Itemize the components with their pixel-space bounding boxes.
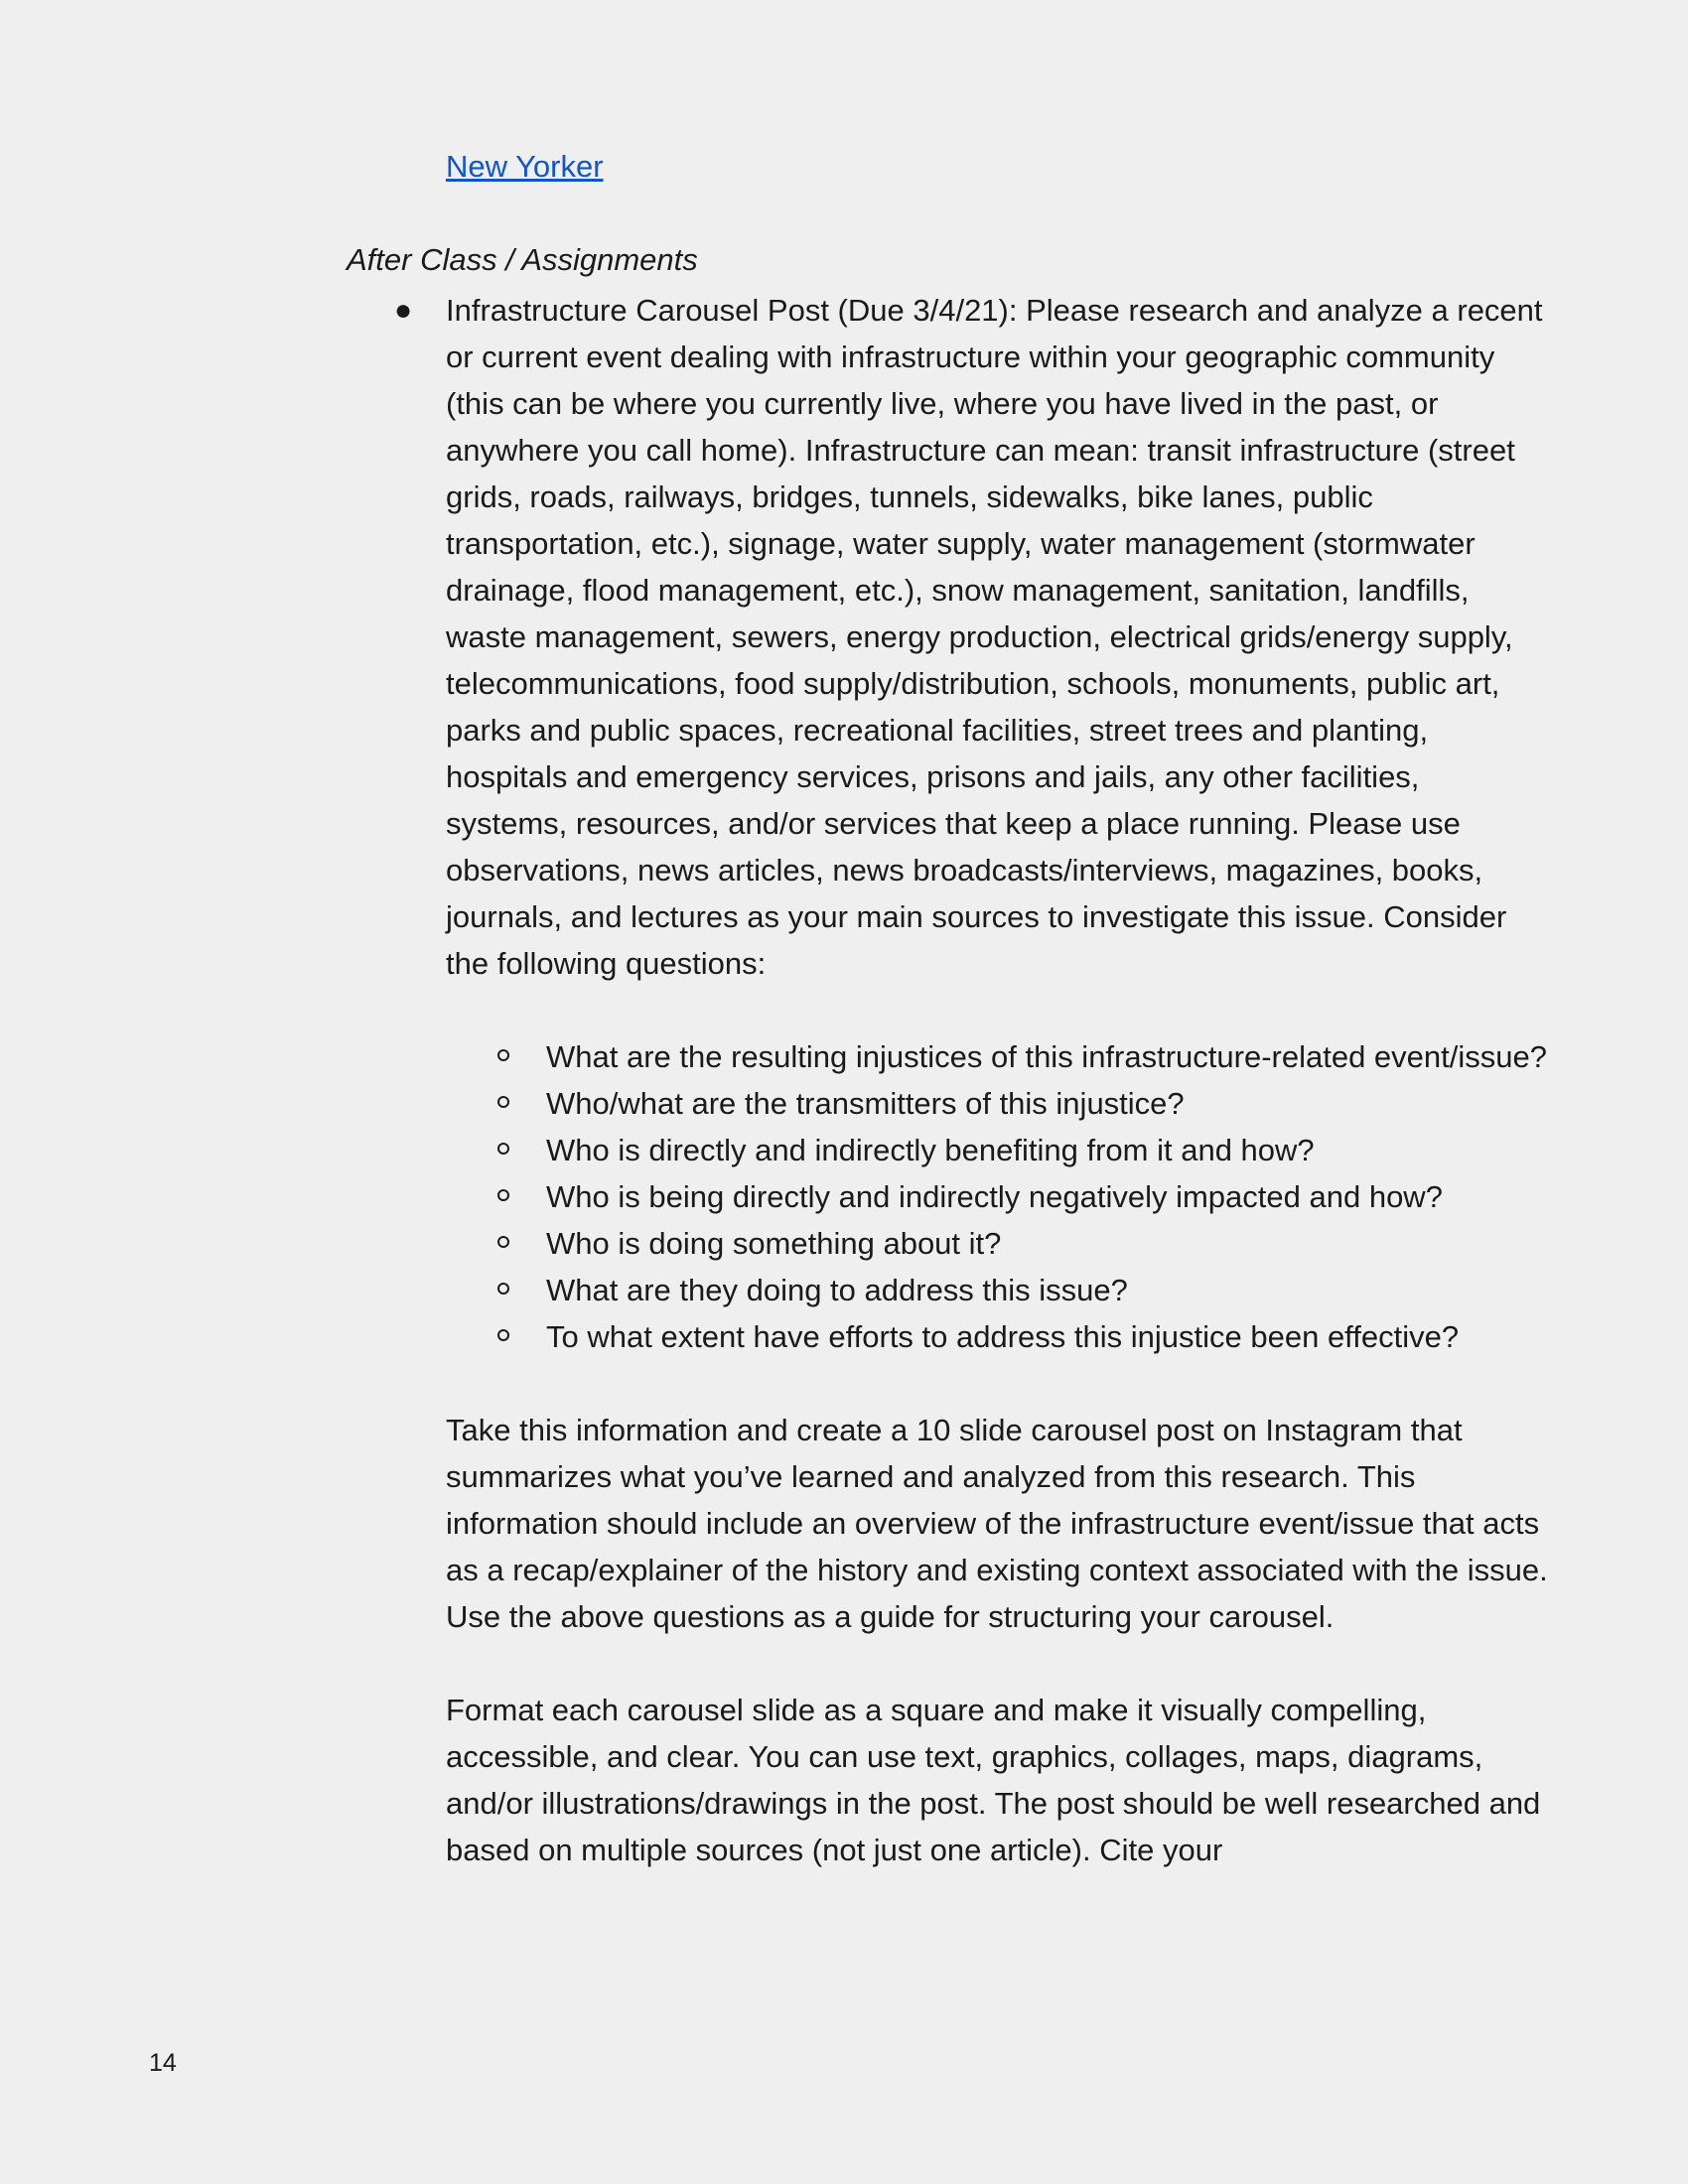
question-item (546, 1267, 1548, 1313)
new-yorker-link[interactable]: New Yorker (446, 149, 604, 184)
question-item (546, 1080, 1548, 1127)
page-number: 14 (149, 2049, 177, 2077)
hollow-circle-bullet-icon (497, 1283, 509, 1295)
question-text: Who/what are the transmitters of this injustice? (546, 1086, 1185, 1121)
carousel-instructions-paragraph: Take this information and create a 10 slide carousel post on Instagram that summarizes what you’ve learned and analyzed from this research. This information should include an overview of the infrastructure event/issue that acts as a recap/explainer of the history and existing context associated with the issue. Use the above questions as a guide for structuring your carousel. (446, 1413, 1548, 1634)
spacer (446, 987, 1548, 1033)
question-list (446, 1033, 1548, 1360)
question-text: What are the resulting injustices of this infrastructure-related event/issue? (546, 1039, 1547, 1074)
question-text: To what extent have efforts to address this injustice been effective? (546, 1319, 1460, 1354)
spacer (446, 1360, 1548, 1407)
hollow-circle-bullet-icon (497, 1049, 509, 1061)
question-text: Who is being directly and indirectly negatively impacted and how? (546, 1179, 1443, 1214)
assignment-intro: Infrastructure Carousel Post (Due 3/4/21): Please research and analyze a recent or current event dealing with infrastructure within your geographic community (this can be where you currently live, where you have lived in the past, or anywhere you call home). Infrastructure can mean: transit infrastructure (street grids, roads, railways, bridges, tunnels, sidewalks, bike lanes, public transportation, etc.), signage, water supply, water management (stormwater drainage, flood management, etc.), snow management, sanitation, landfills, waste management, sewers, energy production, electrical grids/energy supply, telecommunications, food supply/distribution, schools, monuments, public art, parks and public spaces, recreational facilities, street trees and planting, hospitals and emergency services, prisons and jails, any other facilities, systems, resources, and/or services that keep a place running. Please use observations, news articles, news broadcasts/interviews, magazines, books, journals, and lectures as your main sources to investigate this issue. Consider the following questions: (446, 293, 1543, 981)
question-text: Who is doing something about it? (546, 1226, 1002, 1261)
section-heading: After Class / Assignments (347, 242, 698, 277)
question-item (546, 1173, 1548, 1220)
question-item (546, 1033, 1548, 1080)
question-item (546, 1127, 1548, 1173)
question-text: What are they doing to address this issue? (546, 1273, 1128, 1307)
bullet-dot-icon: ● (394, 294, 413, 327)
hollow-circle-bullet-icon (497, 1096, 509, 1108)
hollow-circle-bullet-icon (497, 1236, 509, 1248)
hollow-circle-bullet-icon (497, 1329, 509, 1341)
question-item (546, 1313, 1548, 1360)
spacer (446, 1640, 1548, 1687)
hollow-circle-bullet-icon (497, 1189, 509, 1201)
question-item (546, 1220, 1548, 1267)
hollow-circle-bullet-icon (497, 1143, 509, 1155)
assignment-content (394, 287, 1548, 1873)
assignment-bullet (394, 287, 1548, 987)
format-instructions-paragraph: Format each carousel slide as a square and make it visually compelling, accessible, and clear. You can use text, graphics, collages, maps, diagrams, and/or illustrations/drawings in the post. The post should be well researched and based on multiple sources (not just one article). Cite your (446, 1693, 1541, 1867)
question-text: Who is directly and indirectly benefiting from it and how? (546, 1133, 1315, 1167)
